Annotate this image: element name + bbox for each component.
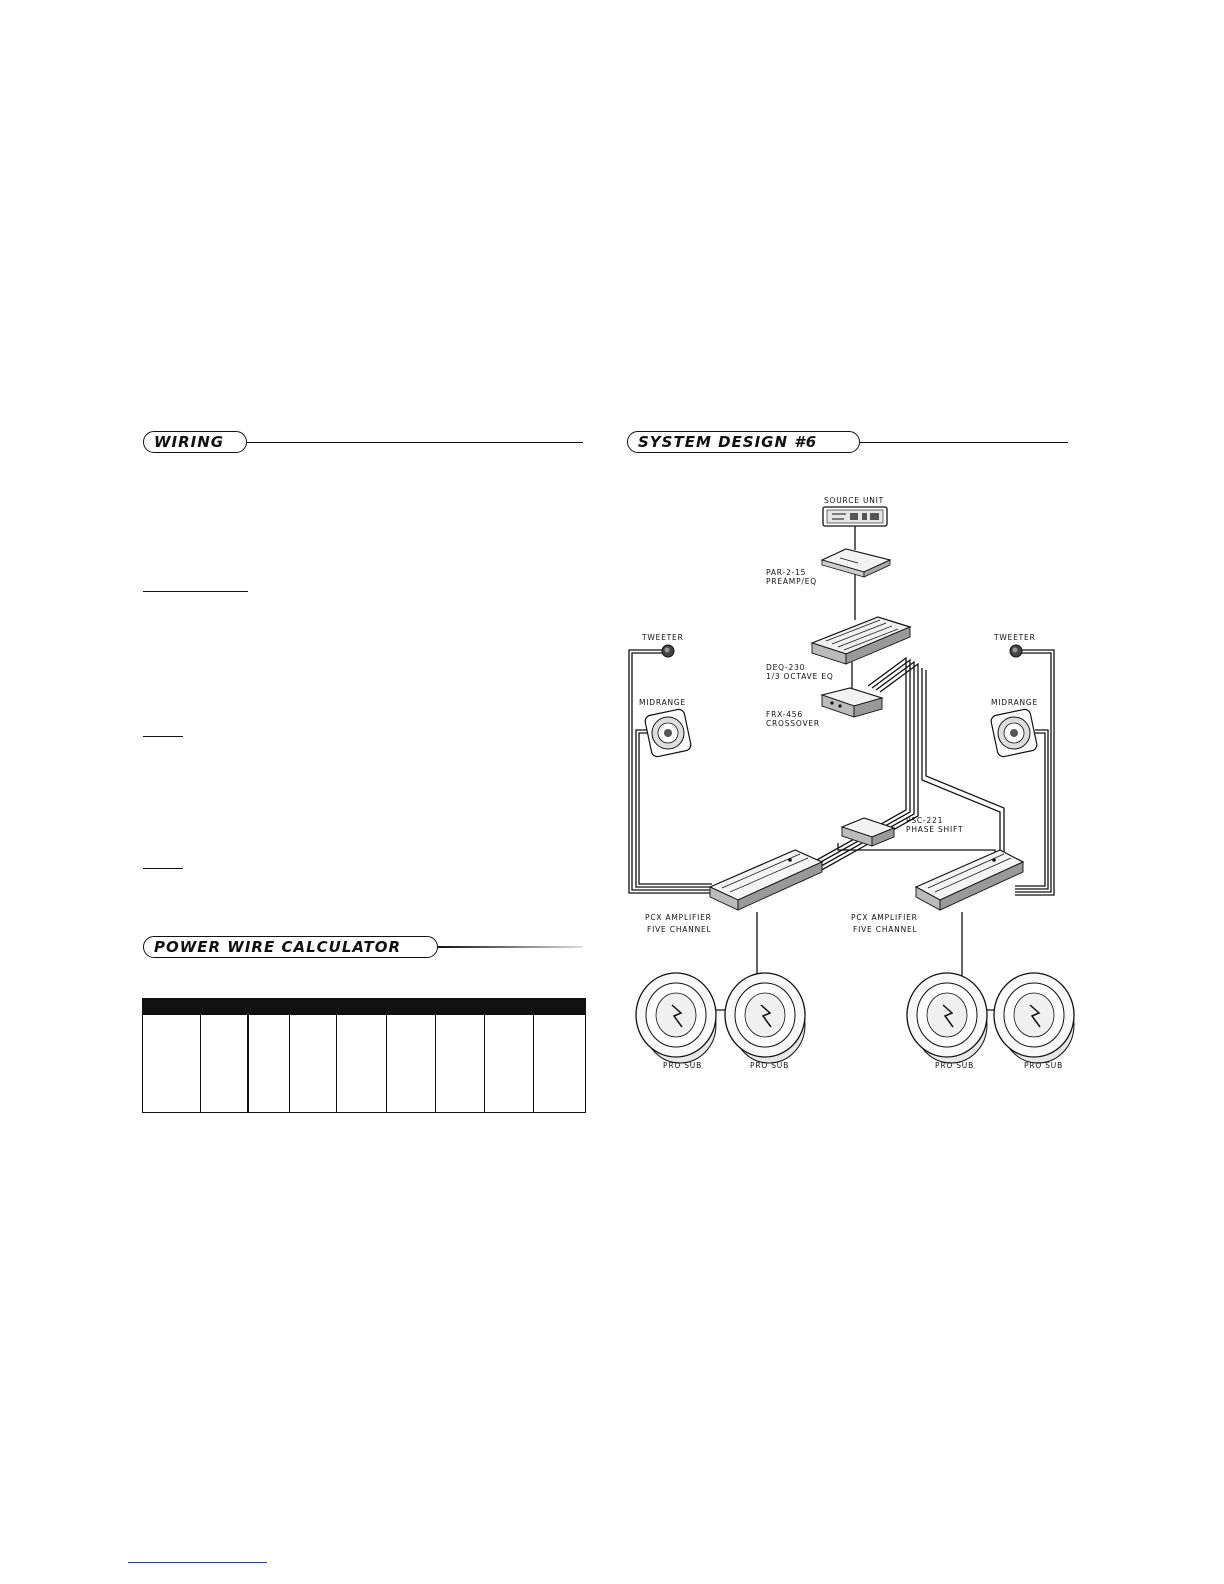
power-wire-title-text: POWER WIRE CALCULATOR	[154, 938, 402, 956]
source-unit	[823, 507, 887, 526]
crossover-unit	[822, 688, 882, 717]
preamp-eq-unit	[822, 549, 890, 577]
source-unit-label: SOURCE UNIT	[824, 496, 885, 505]
octave-eq-desc-label: 1/3 OCTAVE EQ	[766, 672, 834, 681]
phase-shift-desc-label: PHASE SHIFT	[906, 825, 964, 834]
octave-eq-unit	[812, 617, 910, 664]
right-pcx-amplifier	[916, 850, 1023, 910]
left-amp-desc-label: FIVE CHANNEL	[647, 925, 712, 934]
system-design-title-text: SYSTEM DESIGN #6	[638, 433, 818, 451]
wire-phase-shift-link	[838, 843, 995, 862]
octave-eq-model-label: DEQ-230	[766, 663, 806, 672]
left-amp-model-label: PCX AMPLIFIER	[645, 913, 712, 922]
left-midrange-label: MIDRANGE	[639, 698, 687, 707]
crossover-desc-label: CROSSOVER	[766, 719, 820, 728]
preamp-model-label: PAR-2-15	[766, 568, 807, 577]
pro-sub-3-label: PRO SUB	[935, 1061, 975, 1070]
signal-wiring	[629, 526, 1054, 1010]
wire-left-midrange-b	[639, 733, 712, 884]
preamp-desc-label: PREAMP/EQ	[766, 577, 817, 586]
right-midrange-label: MIDRANGE	[991, 698, 1039, 707]
pro-sub-2	[725, 973, 805, 1063]
right-amp-model-label: PCX AMPLIFIER	[851, 913, 918, 922]
pro-sub-4-label: PRO SUB	[1024, 1061, 1064, 1070]
pro-sub-1	[636, 973, 716, 1063]
right-tweeter	[1010, 645, 1022, 657]
wire-left-tweeter-b	[632, 653, 712, 890]
pro-sub-3	[907, 973, 987, 1063]
right-amp-desc-label: FIVE CHANNEL	[853, 925, 918, 934]
left-midrange-speaker	[644, 708, 692, 757]
pro-sub-1-label: PRO SUB	[663, 1061, 703, 1070]
pro-sub-4	[994, 973, 1074, 1063]
wiring-title-text: WIRING	[154, 433, 225, 451]
wire-left-tweeter	[629, 650, 712, 893]
right-tweeter-label: TWEETER	[994, 633, 1036, 642]
right-midrange-speaker	[990, 708, 1038, 757]
left-tweeter-label: TWEETER	[642, 633, 684, 642]
pro-sub-2-label: PRO SUB	[750, 1061, 790, 1070]
left-tweeter	[662, 645, 674, 657]
left-pcx-amplifier	[710, 850, 822, 910]
crossover-model-label: FRX-456	[766, 710, 803, 719]
phase-shift-model-label: PSC-221	[906, 816, 944, 825]
